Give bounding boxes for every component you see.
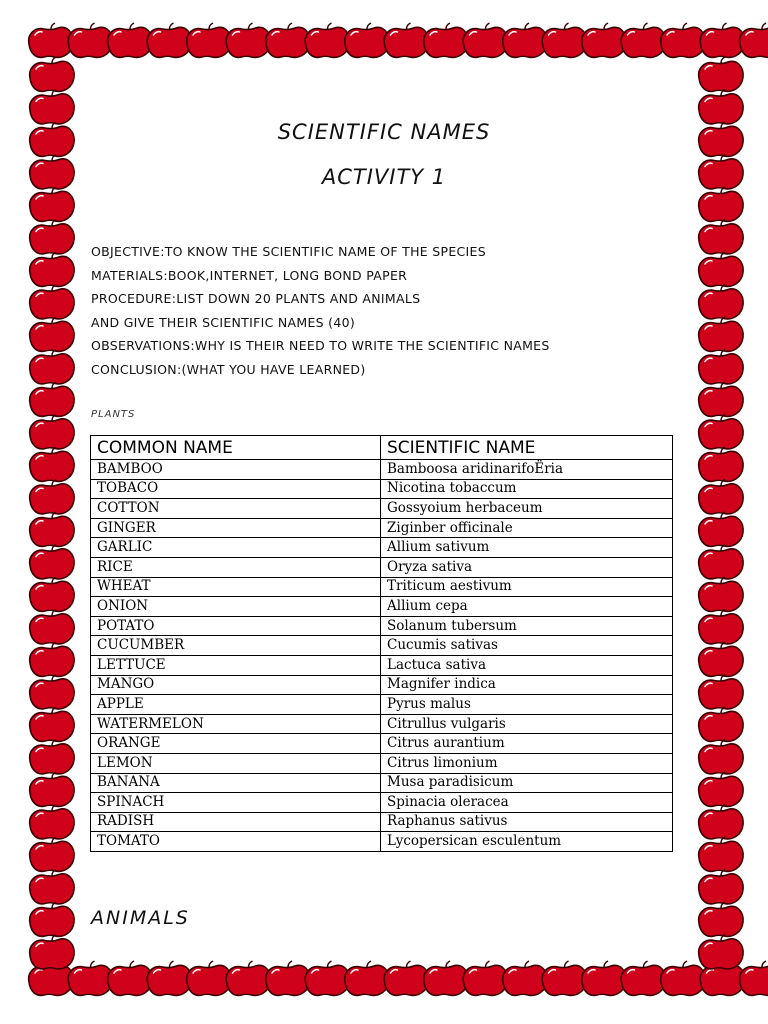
- apple-icon: [30, 382, 74, 416]
- apple-icon: [30, 642, 74, 676]
- procedure-line: PROCEDURE:LIST DOWN 20 PLANTS AND ANIMALS: [91, 291, 421, 306]
- common-name-cell: GARLIC: [91, 538, 381, 558]
- scientific-name-cell: Triticum aestivum: [381, 577, 673, 597]
- scientific-name-cell: Allium cepa: [381, 597, 673, 617]
- observations-line: OBSERVATIONS:WHY IS THEIR NEED TO WRITE THE SCIENTIFIC NAMES: [91, 338, 550, 353]
- apple-icon: [621, 961, 665, 995]
- common-name-cell: ONION: [91, 597, 381, 617]
- table-row: [91, 499, 673, 519]
- apple-icon: [147, 961, 191, 995]
- scientific-name-cell: Pyrus malus: [381, 695, 673, 715]
- apple-icon: [187, 961, 231, 995]
- table-row: [91, 695, 673, 715]
- apple-icon: [699, 187, 743, 221]
- apple-icon: [30, 252, 74, 286]
- instructions-block: [91, 240, 691, 381]
- apple-icon: [699, 382, 743, 416]
- apple-icon: [503, 961, 547, 995]
- apple-icon: [30, 577, 74, 611]
- apple-icon: [699, 350, 743, 384]
- apple-icon: [29, 23, 73, 57]
- apple-icon: [30, 837, 74, 871]
- apple-icon: [699, 480, 743, 514]
- table-row: [91, 753, 673, 773]
- scientific-name-header: SCIENTIFIC NAME: [381, 436, 673, 460]
- scientific-name-cell: Cucumis sativas: [381, 636, 673, 656]
- apple-icon: [108, 23, 152, 57]
- scientific-name-cell: Citrus aurantium: [381, 734, 673, 754]
- scientific-name-cell: Ziginber officinale: [381, 518, 673, 538]
- apple-icon: [30, 447, 74, 481]
- apple-icon: [30, 902, 74, 936]
- common-name-cell: LETTUCE: [91, 655, 381, 675]
- table-row: [91, 538, 673, 558]
- apple-icon: [699, 642, 743, 676]
- apple-icon: [699, 837, 743, 871]
- scientific-name-cell: Oryza sativa: [381, 557, 673, 577]
- apple-icon: [661, 961, 705, 995]
- apple-icon: [699, 512, 743, 546]
- common-name-cell: BAMBOO: [91, 460, 381, 480]
- apple-icon: [699, 220, 743, 254]
- apple-icon: [345, 961, 389, 995]
- objective-line: OBJECTIVE:TO KNOW THE SCIENTIFIC NAME OF THE SPECIES: [91, 244, 486, 259]
- common-name-cell: CUCUMBER: [91, 636, 381, 656]
- scientific-name-cell: Bamboosa aridinarifoЁria: [381, 460, 673, 480]
- apple-icon: [30, 187, 74, 221]
- common-name-cell: RADISH: [91, 812, 381, 832]
- apple-icon: [30, 772, 74, 806]
- common-name-cell: POTATO: [91, 616, 381, 636]
- apple-icon: [463, 23, 507, 57]
- apple-icon: [699, 577, 743, 611]
- conclusion-line: CONCLUSION:(WHAT YOU HAVE LEARNED): [91, 361, 366, 377]
- apple-icon: [384, 961, 428, 995]
- common-name-cell: APPLE: [91, 695, 381, 715]
- table-row: [91, 734, 673, 754]
- apple-icon: [30, 57, 74, 91]
- materials-line: MATERIALS:BOOK,INTERNET, LONG BOND PAPER: [91, 267, 408, 283]
- scientific-name-cell: Lactuca sativa: [381, 655, 673, 675]
- apple-icon: [30, 480, 74, 514]
- plants-table: [90, 435, 673, 852]
- apple-icon: [30, 675, 74, 709]
- common-name-cell: RICE: [91, 557, 381, 577]
- table-row: [91, 714, 673, 734]
- apple-icon: [699, 805, 743, 839]
- apple-icon: [147, 23, 191, 57]
- apple-icon: [699, 675, 743, 709]
- apple-icon: [699, 740, 743, 774]
- apple-icon: [740, 23, 768, 57]
- table-row: [91, 832, 673, 852]
- scientific-name-cell: Solanum tubersum: [381, 616, 673, 636]
- apple-icon: [699, 317, 743, 351]
- scientific-name-cell: Spinacia oleracea: [381, 793, 673, 813]
- table-row: [91, 655, 673, 675]
- table-row: [91, 557, 673, 577]
- apple-icon: [699, 870, 743, 904]
- apple-icon: [699, 252, 743, 286]
- apple-icon: [661, 23, 705, 57]
- table-row: [91, 773, 673, 793]
- activity-title: ACTIVITY 1: [321, 165, 447, 189]
- scientific-name-cell: Nicotina tobaccum: [381, 479, 673, 499]
- scientific-name-cell: Raphanus sativus: [381, 812, 673, 832]
- apple-icon: [30, 285, 74, 319]
- common-name-cell: COTTON: [91, 499, 381, 519]
- table-row: [91, 616, 673, 636]
- page-title: SCIENTIFIC NAMES: [277, 120, 491, 144]
- common-name-cell: SPINACH: [91, 793, 381, 813]
- common-name-cell: ORANGE: [91, 734, 381, 754]
- apple-icon: [424, 961, 468, 995]
- common-name-cell: BANANA: [91, 773, 381, 793]
- table-row: [91, 812, 673, 832]
- table-row: [91, 479, 673, 499]
- scientific-name-cell: Musa paradisicum: [381, 773, 673, 793]
- table-row: [91, 460, 673, 480]
- apple-icon: [699, 707, 743, 741]
- apple-icon: [30, 707, 74, 741]
- procedure-line-2: AND GIVE THEIR SCIENTIFIC NAMES (40): [91, 314, 356, 330]
- apple-icon: [30, 512, 74, 546]
- apple-icon: [266, 961, 310, 995]
- apple-icon: [384, 23, 428, 57]
- table-header-row: [91, 436, 673, 460]
- apple-icon: [305, 23, 349, 57]
- apple-icon: [345, 23, 389, 57]
- table-row: [91, 675, 673, 695]
- apple-icon: [226, 23, 270, 57]
- table-row: [91, 793, 673, 813]
- apple-icon: [30, 220, 74, 254]
- apple-icon: [30, 545, 74, 579]
- apple-icon: [30, 740, 74, 774]
- scientific-name-cell: Lycopersican esculentum: [381, 832, 673, 852]
- animals-label: ANIMALS: [91, 907, 190, 929]
- apple-icon: [621, 23, 665, 57]
- apple-icon: [699, 415, 743, 449]
- table-row: [91, 636, 673, 656]
- table-row: [91, 518, 673, 538]
- apple-icon: [30, 805, 74, 839]
- common-name-cell: GINGER: [91, 518, 381, 538]
- common-name-cell: TOBACO: [91, 479, 381, 499]
- apple-icon: [226, 961, 270, 995]
- apple-icon: [68, 23, 112, 57]
- apple-icon: [30, 317, 74, 351]
- apple-icon: [187, 23, 231, 57]
- common-name-header: COMMON NAME: [91, 436, 381, 460]
- apple-icon: [699, 935, 743, 969]
- table-row: [91, 577, 673, 597]
- apple-icon: [463, 961, 507, 995]
- apple-icon: [699, 610, 743, 644]
- scientific-name-cell: Magnifer indica: [381, 675, 673, 695]
- apple-icon: [542, 961, 586, 995]
- apple-icon: [542, 23, 586, 57]
- apple-icon: [582, 23, 626, 57]
- apple-icon: [699, 90, 743, 124]
- plants-table-body: [91, 460, 673, 852]
- apple-icon: [699, 772, 743, 806]
- apple-icon: [503, 23, 547, 57]
- apple-icon: [582, 961, 626, 995]
- apple-icon: [108, 961, 152, 995]
- apple-icon: [30, 610, 74, 644]
- apple-icon: [30, 415, 74, 449]
- common-name-cell: TOMATO: [91, 832, 381, 852]
- scientific-name-cell: Gossyoium herbaceum: [381, 499, 673, 519]
- apple-icon: [68, 961, 112, 995]
- scientific-name-cell: Citrus limonium: [381, 753, 673, 773]
- common-name-cell: WHEAT: [91, 577, 381, 597]
- common-name-cell: LEMON: [91, 753, 381, 773]
- apple-icon: [266, 23, 310, 57]
- apple-icon: [424, 23, 468, 57]
- common-name-cell: WATERMELON: [91, 714, 381, 734]
- apple-icon: [699, 902, 743, 936]
- apple-icon: [30, 90, 74, 124]
- scientific-name-cell: Citrullus vulgaris: [381, 714, 673, 734]
- apple-icon: [30, 935, 74, 969]
- plants-label: PLANTS: [91, 409, 136, 420]
- table-row: [91, 597, 673, 617]
- apple-icon: [699, 545, 743, 579]
- common-name-cell: MANGO: [91, 675, 381, 695]
- scientific-name-cell: Allium sativum: [381, 538, 673, 558]
- apple-icon: [699, 57, 743, 91]
- apple-icon: [30, 870, 74, 904]
- apple-icon: [700, 23, 744, 57]
- apple-icon: [699, 285, 743, 319]
- apple-icon: [740, 961, 768, 995]
- apple-icon: [30, 350, 74, 384]
- apple-icon: [305, 961, 349, 995]
- apple-icon: [699, 447, 743, 481]
